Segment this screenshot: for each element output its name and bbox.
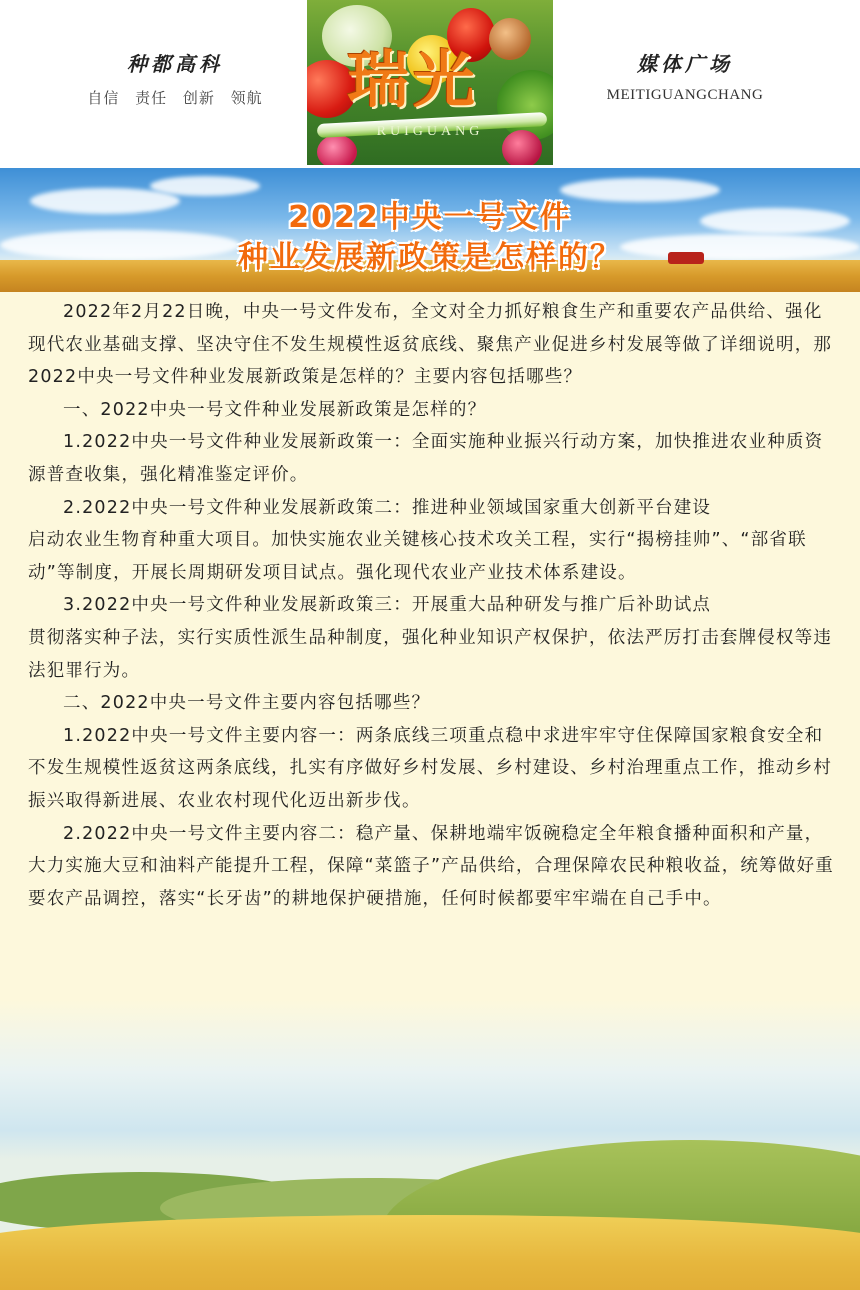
- paragraph: 2.2022中央一号文件主要内容二：稳产量、保耕地端牢饭碗稳定全年粮食播种面积和产量，大力实施大豆和油料产能提升工程，保障“菜篮子”产品供给，合理保障农民种粮收益，统筹做好重要农产品调控，落实“长牙齿”的耕地保护硬措施，任何时候都要牢牢端在自己手中。: [28, 823, 834, 909]
- wheat-field-bottom: [0, 1215, 860, 1290]
- paragraph: 2022年2月22日晚，中央一号文件发布，全文对全力抓好粮食生产和重要农产品供给、强化现代农业基础支撑、坚决守住不发生规模性返贫底线、聚焦产业促进乡村发展等做了详细说明，那2022中央一号文件种业发展新政策是怎样的？主要内容包括哪些？: [28, 302, 833, 388]
- brand-right-title: 媒体广场: [637, 52, 733, 76]
- brand-left: [60, 48, 290, 108]
- article-body: [28, 296, 834, 915]
- paragraph: 1.2022中央一号文件主要内容一：两条底线三项重点稳中求进牢牢守住保障国家粮食安全和不发生规模性返贫这两条底线，扎实有序做好乡村发展、乡村建设、乡村治理重点工作，推动乡村振兴取得新进展、农业农村现代化迈出新步伐。: [28, 725, 833, 811]
- paragraph: 1.2022中央一号文件种业发展新政策一：全面实施种业振兴行动方案，加快推进农业种质资源普查收集，强化精准鉴定评价。: [28, 432, 824, 485]
- paragraph: 2.2022中央一号文件种业发展新政策二：推进种业领域国家重大创新平台建设: [63, 497, 712, 518]
- brand-right: [570, 48, 800, 104]
- brand-left-title: 种都高科: [127, 52, 223, 76]
- logo-subtext: RUIGUANG: [376, 124, 484, 139]
- header: [0, 0, 860, 168]
- paragraph: 3.2022中央一号文件种业发展新政策三：开展重大品种研发与推广后补助试点: [63, 595, 712, 616]
- onion-icon: [489, 18, 531, 60]
- logo-text: 瑞光: [347, 43, 480, 116]
- page-title-line2: 种业发展新政策是怎样的？: [238, 240, 622, 275]
- section-heading: 一、2022中央一号文件种业发展新政策是怎样的？: [63, 399, 487, 420]
- paragraph: 贯彻落实种子法，实行实质性派生品种制度，强化种业知识产权保护，依法严厉打击套牌侵权等违法犯罪行为。: [28, 627, 833, 681]
- section-heading: 二、2022中央一号文件主要内容包括哪些？: [63, 693, 431, 714]
- title-banner: [0, 168, 860, 292]
- brand-left-slogan: 自信 责任 创新 领航: [87, 89, 263, 107]
- brand-right-subtitle: MEITIGUANGCHANG: [606, 87, 764, 103]
- logo: [307, 0, 553, 165]
- landscape-background: [0, 1000, 860, 1290]
- paragraph: 启动农业生物育种重大项目。加快实施农业关键核心技术攻关工程，实行“揭榜挂帅”、“部省联动”等制度，开展长周期研发项目试点。强化现代农业产业技术体系建设。: [28, 530, 807, 583]
- page-title-line1: 2022中央一号文件: [288, 200, 572, 235]
